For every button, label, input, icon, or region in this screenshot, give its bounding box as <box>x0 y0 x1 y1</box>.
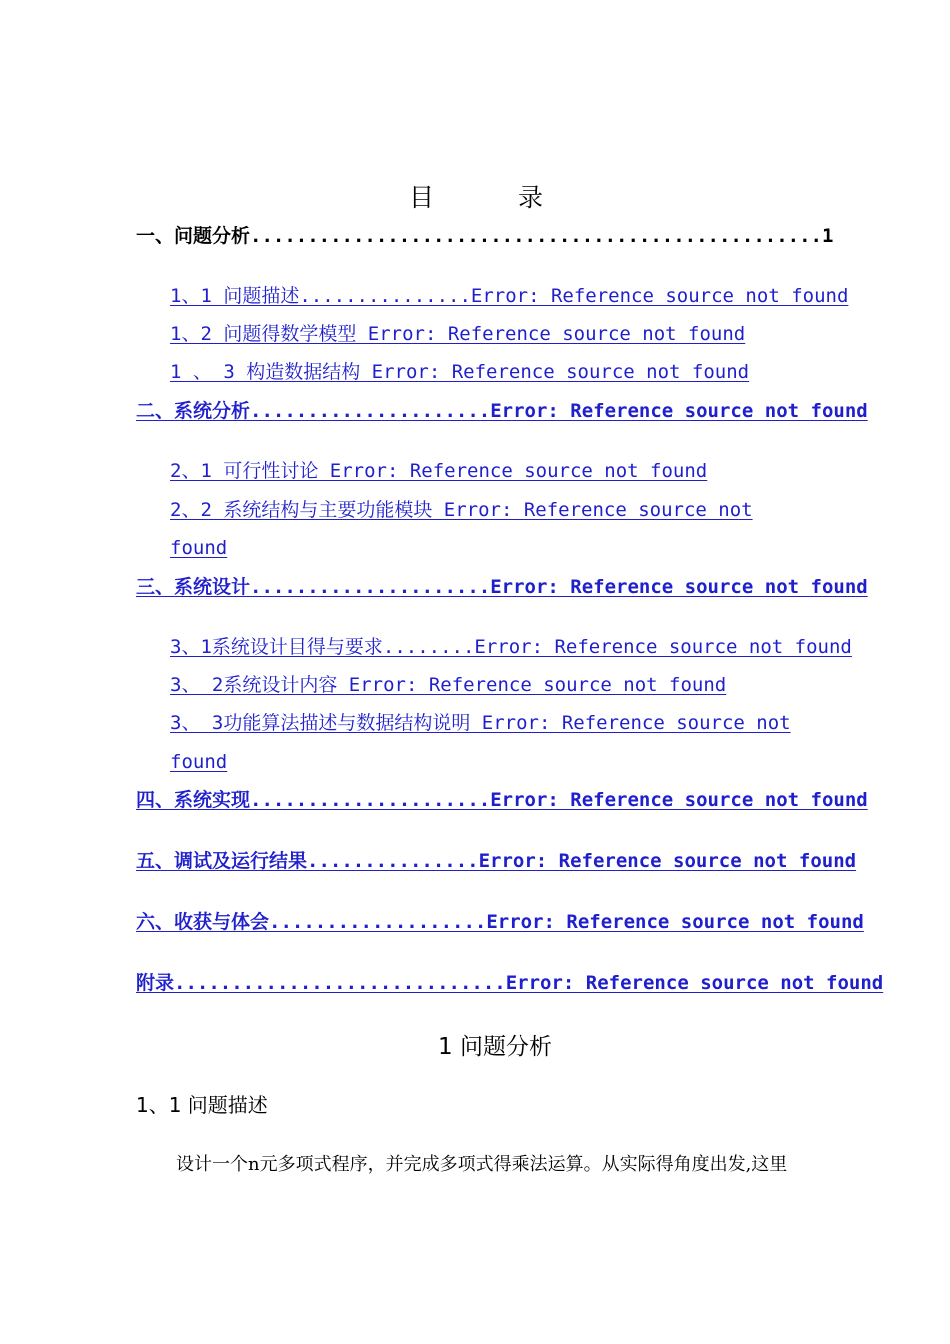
toc-entry-3-3[interactable]: 3、 3功能算法描述与数据结构说明 Error: Reference source not <box>170 712 791 734</box>
toc-entry-3-3-cont[interactable]: found <box>170 751 228 773</box>
toc-entry-4[interactable]: 四、系统实现.....................Error: Reference source not found <box>136 789 868 811</box>
section-heading: 1 问题分析 <box>438 1034 552 1060</box>
toc-entry-1-3[interactable]: 1 、 3 构造数据结构 Error: Reference source not found <box>170 361 750 383</box>
toc-title: 目 录 <box>409 183 581 212</box>
toc-entry-2[interactable]: 二、系统分析.....................Error: Reference source not found <box>136 400 868 422</box>
toc-entry-1-2[interactable]: 1、2 问题得数学模型 Error: Reference source not found <box>170 323 746 345</box>
toc-entry-3[interactable]: 三、系统设计.....................Error: Reference source not found <box>136 576 868 598</box>
toc-entry-6[interactable]: 六、收获与体会...................Error: Reference source not found <box>136 911 864 933</box>
toc-entry-1[interactable]: 一、问题分析..................................................1 <box>136 225 834 247</box>
subsection-heading: 1、1 问题描述 <box>136 1093 268 1117</box>
toc-entry-3-1[interactable]: 3、1系统设计目得与要求........Error: Reference source not found <box>170 636 852 658</box>
toc-entry-1-1[interactable]: 1、1 问题描述...............Error: Reference source not found <box>170 285 849 307</box>
toc-entry-2-2-cont[interactable]: found <box>170 537 228 559</box>
toc-entry-2-2[interactable]: 2、2 系统结构与主要功能模块 Error: Reference source not <box>170 499 753 521</box>
toc-entry-appendix[interactable]: 附录.............................Error: Reference source not found <box>136 972 884 994</box>
toc-entry-3-2[interactable]: 3、 2系统设计内容 Error: Reference source not found <box>170 674 727 696</box>
body-paragraph: 设计一个n元多项式程序，并完成多项式得乘法运算。从实际得角度出发,这里 <box>176 1154 788 1175</box>
toc-entry-2-1[interactable]: 2、1 可行性讨论 Error: Reference source not found <box>170 460 708 482</box>
toc-entry-5[interactable]: 五、调试及运行结果...............Error: Reference source not found <box>136 850 857 872</box>
